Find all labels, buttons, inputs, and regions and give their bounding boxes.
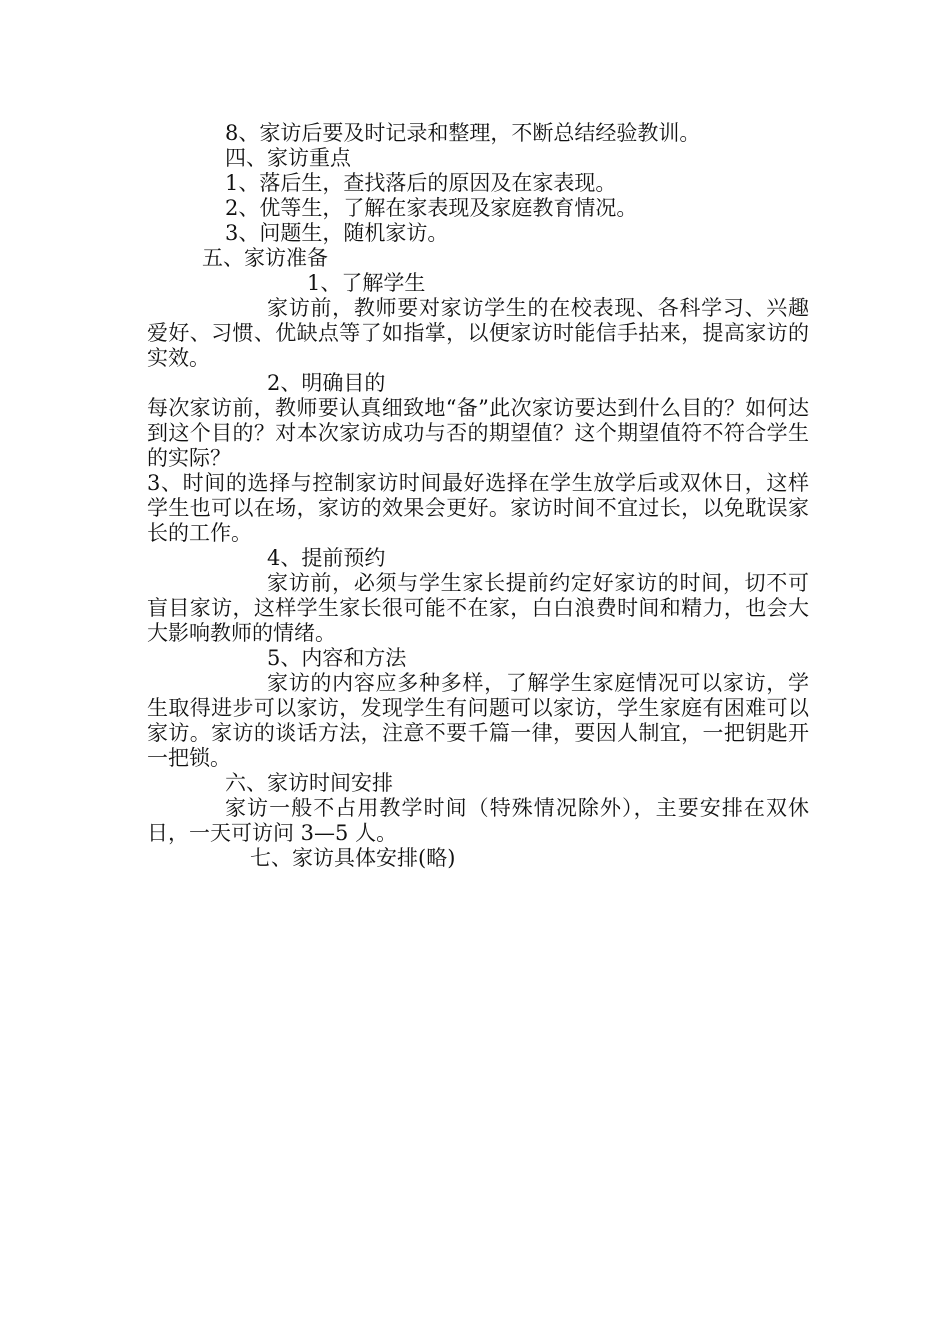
focus-item-2: 2、优等生，了解在家表现及家庭教育情况。 [225,196,638,220]
heading-visit-focus: 四、家访重点 [225,146,351,170]
paragraph-appointment: 家访前，必须与学生家长提前约定好家访的时间，切不可盲目家访，这样学生家长很可能不在家，白白浪费时间和精力，也会大大影响教师的情绪。 [147,571,809,645]
paragraph-content-methods: 家访的内容应多种多样，了解学生家庭情况可以家访，学生取得进步可以家访，发现学生有问题可以家访，学生家庭有困难可以家访。家访的谈话方法，注意不要千篇一律，要因人制宜，一把钥匙开一把锁。 [147,671,809,770]
paragraph-time-selection: 3、时间的选择与控制家访时间最好选择在学生放学后或双休日，这样学生也可以在场，家访的效果会更好。家访时间不宜过长，以免耽误家长的工作。 [147,471,809,545]
document-body [147,121,809,871]
paragraph-visit-schedule: 家访一般不占用教学时间（特殊情况除外），主要安排在双休日，一天可访问 3—5 人。 [147,796,809,845]
paragraph-clear-purpose: 每次家访前，教师要认真细致地“备”此次家访要达到什么目的？如何达到这个目的？对本次家访成功与否的期望值？这个期望值符不符合学生的实际？ [147,396,809,470]
subheading-understand-students: 1、了解学生 [307,271,426,295]
subheading-content-methods: 5、内容和方法 [267,646,407,670]
paragraph-understand-students: 家访前，教师要对家访学生的在校表现、各科学习、兴趣爱好、习惯、优缺点等了如指掌，以便家访时能信手拈来，提高家访的实效。 [147,296,809,370]
focus-item-3: 3、问题生，随机家访。 [225,221,449,245]
heading-specific-arrangement: 七、家访具体安排(略) [250,846,456,870]
subheading-clear-purpose: 2、明确目的 [267,371,386,395]
heading-visit-preparation: 五、家访准备 [202,246,328,270]
heading-visit-schedule: 六、家访时间安排 [225,771,393,795]
item-8-record: 8、家访后要及时记录和整理，不断总结经验教训。 [225,121,701,145]
subheading-appointment: 4、提前预约 [267,546,386,570]
focus-item-1: 1、落后生，查找落后的原因及在家表现。 [225,171,617,195]
